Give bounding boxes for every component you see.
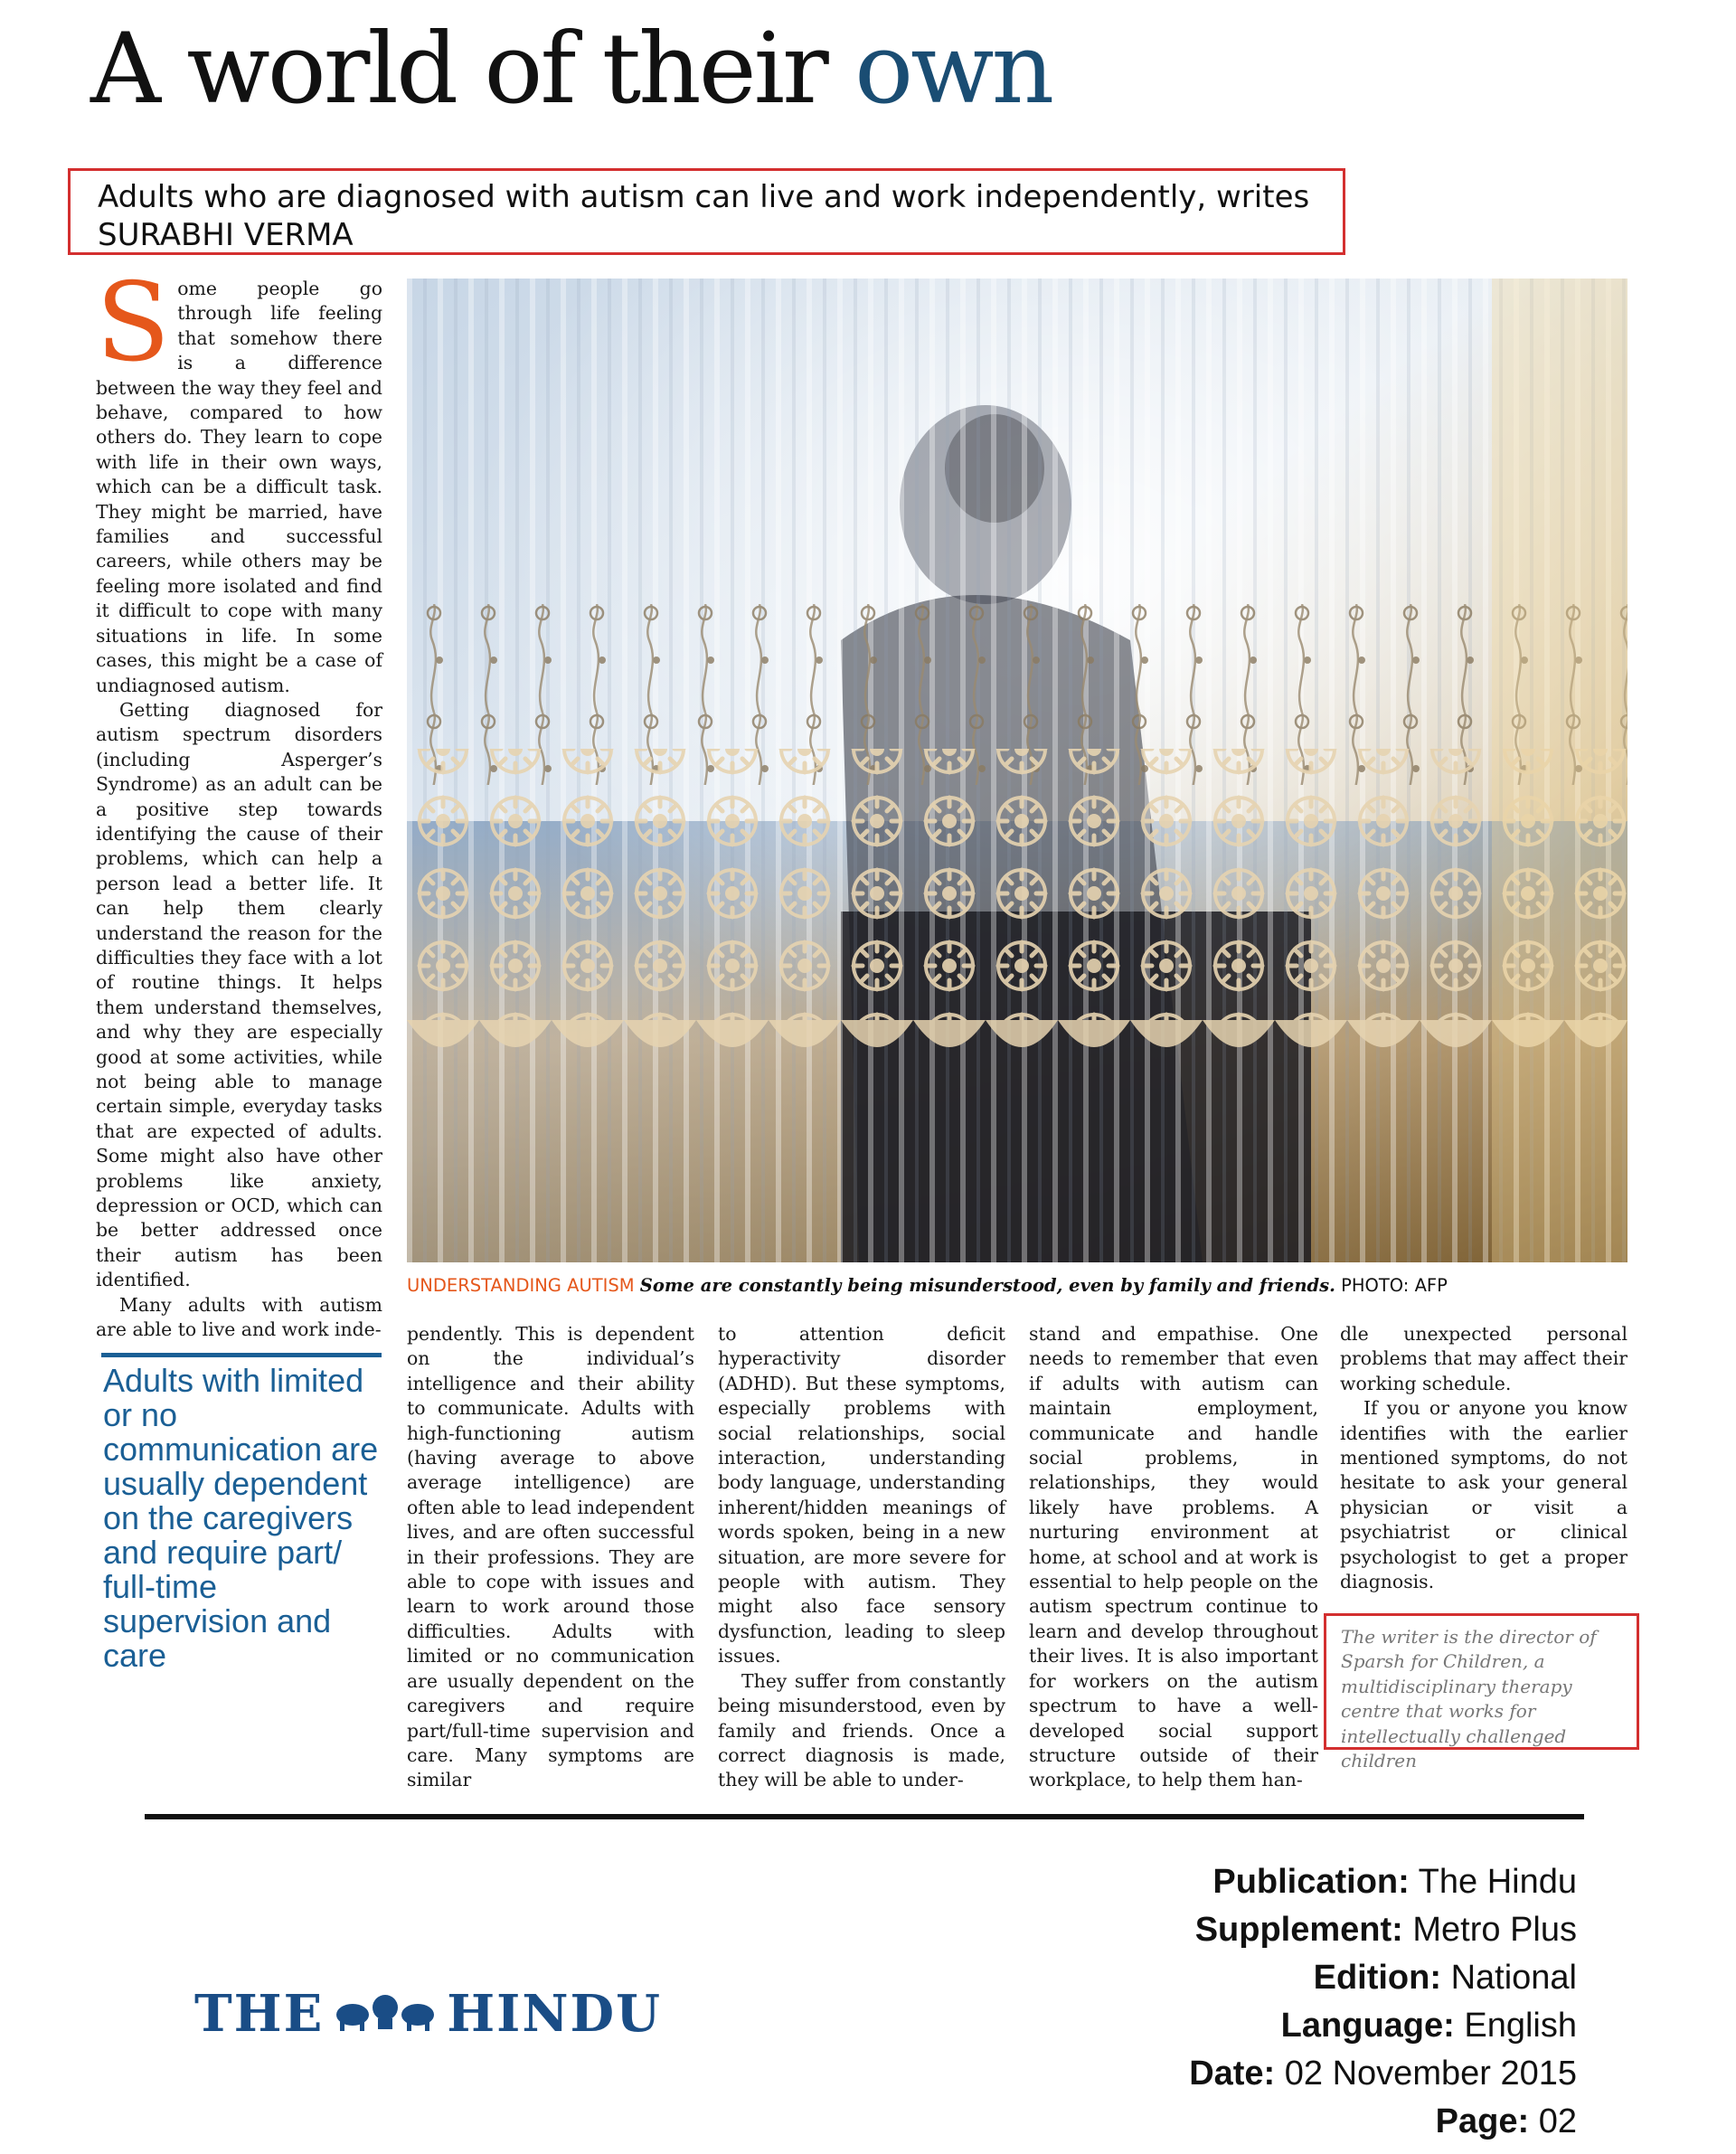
writer-note: The writer is the director of Sparsh for Children, a multidisciplinary therapy centre that works for intellectually challenged children: [1341, 1626, 1597, 1772]
standfirst-text: Adults who are diagnosed with autism can live and work independently, writes: [98, 179, 1310, 215]
drop-cap: S: [96, 260, 171, 386]
pullquote-rule: [101, 1353, 382, 1357]
article-paragraph: They suffer from constantly being misunderstood, even by family and friends. Once a correct diagnosis is made, they will be able to under-: [718, 1669, 1005, 1791]
article-photo: [407, 279, 1628, 1262]
article-paragraph: Getting diagnosed for autism spectrum disorders (including Asperger’s Syndrome) as an adult can be a positive step towards identifying the cause of their problems, which can help a person lead a better life. It can help them clearly understand the reason for the difficulties they face with a lot of routine things. It helps them understand themselves, and why they are especially good at some activities, while not being able to manage certain simple, everyday tasks that are expected of adults. Some might also have other problems like anxiety, depression or OCD, which can be better addressed once their autism has been identified.: [96, 698, 382, 1291]
article-column-3: [718, 1322, 1005, 1793]
emblem-icon: [335, 1984, 436, 2044]
meta-publication: Publication: The Hindu: [1212, 1863, 1577, 1901]
photo-credit: PHOTO: AFP: [1341, 1275, 1448, 1296]
footer-divider: [145, 1814, 1584, 1819]
article-paragraph: pendently. This is dependent on the individual’s intelligence and their ability to communicate. Adults with high-functioning autism (having average to above average intelligence) are often able to lead independent lives, and are often successful in their professions. They are able to cope with issues and learn to work around those difficulties. Adults with limited or no communication are usually dependent on the caregivers and require part/full-time supervision and care. Many symptoms are similar: [407, 1323, 694, 1791]
logo-text-left: THE: [194, 1984, 325, 2044]
headline-main: A world of their: [90, 13, 855, 126]
article-column-1: [96, 260, 382, 1342]
meta-supplement: Supplement: Metro Plus: [1194, 1911, 1577, 1949]
article-paragraph: stand and empathise. One needs to remember that even if adults with autism can maintain employment, communicate and handle social problems, in relationships, they would likely have problems. A nurturing environment at home, at school and at work is essential to help people on the autism spectrum continue to learn and develop throughout their lives. It is also important for workers on the autism spectrum to have a well-developed social support structure outside of their workplace, to help them han-: [1029, 1323, 1318, 1791]
writer-note-highlight-box: [1324, 1613, 1639, 1772]
the-hindu-logo: [194, 1984, 662, 2044]
article-paragraph: dle unexpected personal problems that may affect their working schedule.: [1340, 1323, 1628, 1394]
article-column-5: [1340, 1322, 1628, 1594]
logo-text-right: HINDU: [447, 1984, 662, 2044]
article-column-4: [1029, 1322, 1318, 1793]
article-paragraph: to attention deficit hyperactivity disorder (ADHD). But these symptoms, especially problems with social relationships, social interaction, understanding body language, understanding inherent/hidden meanings of words spoken, being in a new situation, are more severe for people with autism. They might also face sensory dysfunction, leading to sleep issues.: [718, 1323, 1005, 1667]
pull-quote: Adults with limited or no communication are usually dependent on the caregivers and require part/ full-time supervision and care: [103, 1362, 379, 1674]
caption-text: Some are constantly being misunderstood, even by family and friends.: [639, 1275, 1335, 1296]
publication-metadata: [1189, 1858, 1577, 2146]
article-column-2: [407, 1322, 694, 1793]
headline: [90, 13, 1052, 126]
meta-edition: Edition: National: [1313, 1959, 1577, 1997]
standfirst: [98, 178, 1325, 254]
meta-page: Page: 02: [1435, 2102, 1577, 2140]
article-paragraph: Some people go through life feeling that somehow there is a difference between the way they feel and behave, compared to how others do. They learn to cope with life in their own ways, which can be a difficult task. They might be married, have families and successful careers, while others may be feeling more isolated and find it difficult to cope with many situations in life. In some cases, this might be a case of undiagnosed autism.: [96, 260, 382, 696]
meta-language: Language: English: [1280, 2007, 1577, 2045]
article-paragraph: If you or anyone you know identifies with the earlier mentioned symptoms, do not hesitate to ask your general physician or visit a psychiatrist or clinical psychologist to get a proper diagnosis.: [1340, 1397, 1628, 1593]
byline: SURABHI VERMA: [98, 217, 354, 253]
curtain-photo-illustration: [407, 279, 1628, 1262]
photo-caption: [407, 1275, 1628, 1296]
caption-kicker: UNDERSTANDING AUTISM: [407, 1275, 635, 1296]
standfirst-highlight-box: [68, 168, 1345, 255]
headline-accent: own: [854, 13, 1052, 126]
article-paragraph: Many adults with autism are able to live and work inde-: [96, 1293, 382, 1341]
meta-date: Date: 02 November 2015: [1189, 2055, 1577, 2093]
